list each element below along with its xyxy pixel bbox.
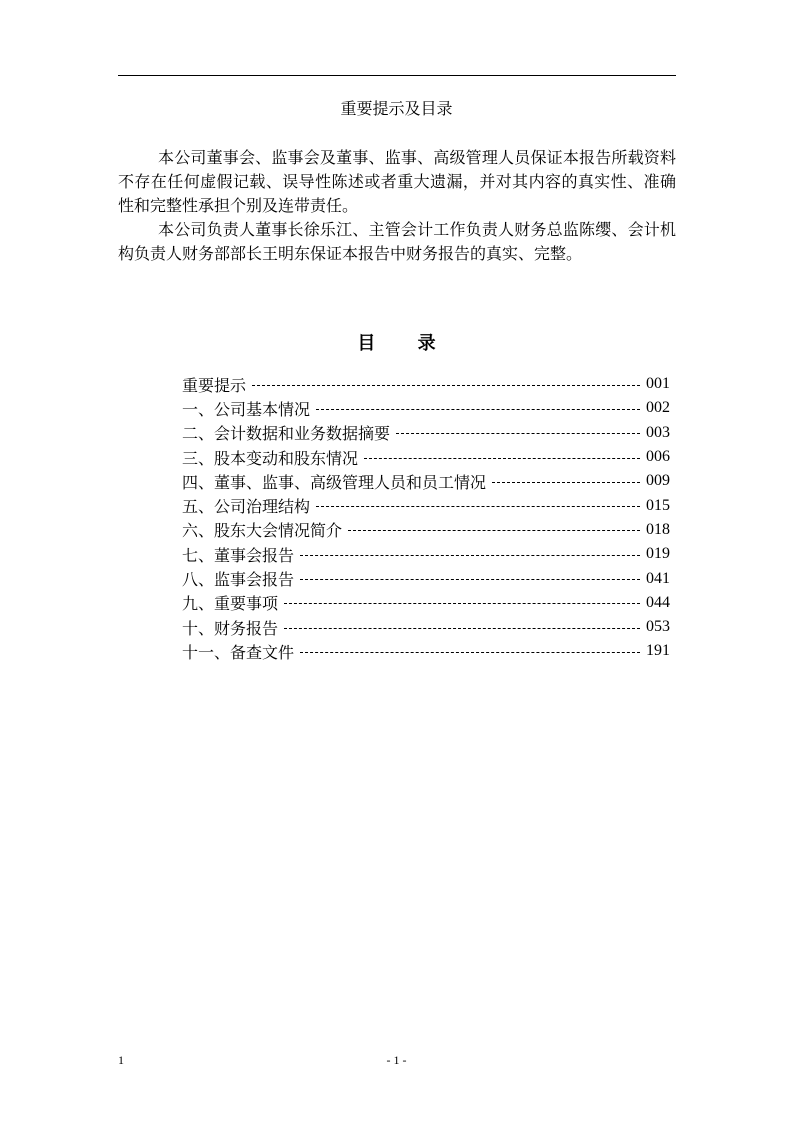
toc-entry[interactable] <box>182 469 670 493</box>
toc-entry-label: 二、会计数据和业务数据摘要 <box>182 424 391 444</box>
toc-entry[interactable] <box>182 542 670 566</box>
toc-entry-label: 四、董事、监事、高级管理人员和员工情况 <box>182 472 487 492</box>
table-of-contents <box>182 372 670 664</box>
toc-entry-label: 八、监事会报告 <box>182 570 295 590</box>
toc-entry[interactable] <box>182 591 670 615</box>
toc-title: 目 录 <box>357 333 454 354</box>
toc-leader <box>300 652 640 653</box>
toc-entry-page: 009 <box>646 472 670 490</box>
header-rule <box>118 75 676 76</box>
page-title: 重要提示及目录 <box>340 99 453 118</box>
footer-mark: 1 <box>118 1053 124 1067</box>
toc-leader <box>316 506 640 507</box>
toc-entry-page: 053 <box>646 618 670 636</box>
toc-entry-page: 044 <box>646 593 670 611</box>
toc-entry[interactable] <box>182 518 670 542</box>
intro-section <box>118 146 676 266</box>
toc-leader <box>252 385 640 386</box>
toc-leader <box>300 579 640 580</box>
toc-entry-label: 七、董事会报告 <box>182 545 295 565</box>
toc-entry-label: 九、重要事项 <box>182 594 279 614</box>
toc-leader <box>316 409 640 410</box>
toc-entry-label: 五、公司治理结构 <box>182 497 311 517</box>
intro-paragraph: 本公司负责人董事长徐乐江、主管会计工作负责人财务总监陈缨、会计机构负责人财务部部长王明东保证本报告中财务报告的真实、完整。 <box>118 220 676 263</box>
toc-entry[interactable] <box>182 639 670 663</box>
footer-page-number: - 1 - <box>386 1053 407 1067</box>
toc-entry[interactable] <box>182 421 670 445</box>
toc-leader <box>396 433 640 434</box>
toc-entry[interactable] <box>182 566 670 590</box>
toc-entry-label: 十、财务报告 <box>182 618 279 638</box>
toc-entry[interactable] <box>182 445 670 469</box>
toc-entry[interactable] <box>182 396 670 420</box>
toc-entry-page: 003 <box>646 423 670 441</box>
toc-leader <box>364 458 640 459</box>
toc-entry-label: 六、股东大会情况简介 <box>182 521 343 541</box>
toc-entry-label: 重要提示 <box>182 375 247 395</box>
toc-entry-page: 191 <box>646 642 670 660</box>
toc-entry-page: 019 <box>646 545 670 563</box>
toc-leader <box>348 530 640 531</box>
toc-entry[interactable] <box>182 372 670 396</box>
toc-entry-page: 015 <box>646 496 670 514</box>
toc-leader <box>284 628 640 629</box>
toc-entry-page: 041 <box>646 569 670 587</box>
toc-entry-label: 三、股本变动和股东情况 <box>182 448 359 468</box>
toc-entry-label: 一、公司基本情况 <box>182 399 311 419</box>
toc-entry-page: 018 <box>646 520 670 538</box>
toc-entry[interactable] <box>182 615 670 639</box>
toc-entry-label: 十一、备查文件 <box>182 642 295 662</box>
toc-entry-page: 006 <box>646 448 670 466</box>
intro-paragraph: 本公司董事会、监事会及董事、监事、高级管理人员保证本报告所载资料不存在任何虚假记载、误导性陈述或者重大遗漏，并对其内容的真实性、准确性和完整性承担个别及连带责任。 <box>118 148 676 215</box>
toc-leader <box>300 555 640 556</box>
toc-leader <box>284 603 640 604</box>
toc-entry[interactable] <box>182 493 670 517</box>
toc-entry-page: 001 <box>646 375 670 393</box>
toc-entry-page: 002 <box>646 399 670 417</box>
toc-leader <box>492 482 640 483</box>
